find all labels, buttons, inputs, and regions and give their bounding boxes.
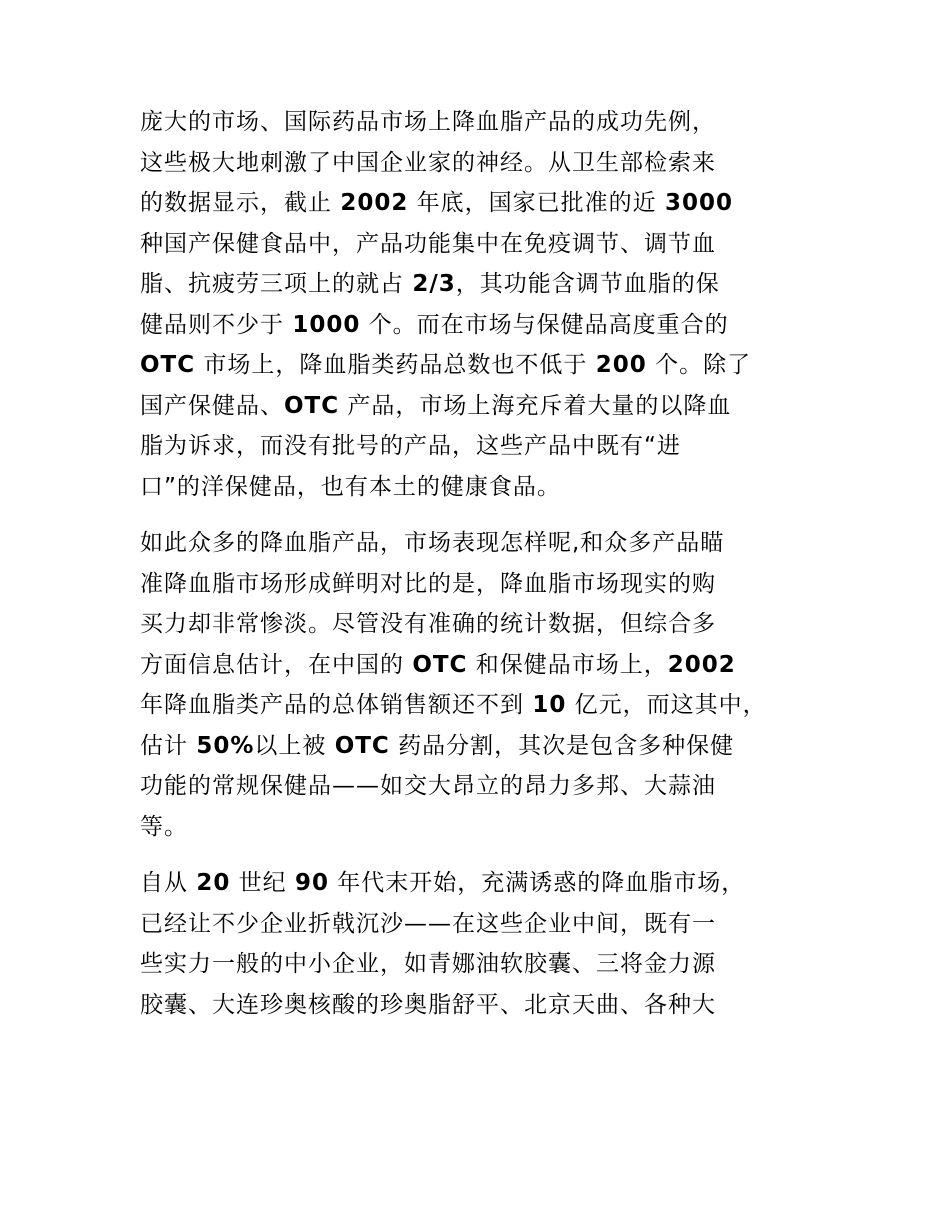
paragraph-3 bbox=[140, 863, 840, 1025]
text-line: 种国产保健食品中，产品功能集中在免疫调节、调节血 bbox=[140, 230, 716, 257]
text-line: 国产保健品、OTC 产品，市场上海充斥着大量的以降血 bbox=[140, 392, 732, 419]
body-text bbox=[140, 102, 840, 1041]
text-line: 口”的洋保健品，也有本土的健康食品。 bbox=[140, 473, 561, 500]
text-line: 这些极大地刺激了中国企业家的神经。从卫生部检索来 bbox=[140, 149, 716, 176]
text-line: 等。 bbox=[140, 813, 188, 840]
text-line: 些实力一般的中小企业，如青娜油软胶囊、三将金力源 bbox=[140, 951, 716, 977]
text-line: 如此众多的降血脂产品，市场表现怎样呢,和众多产品瞄 bbox=[140, 530, 725, 556]
paragraph-1 bbox=[140, 102, 840, 507]
text-line: 胶囊、大连珍奥核酸的珍奥脂舒平、北京天曲、各种大 bbox=[140, 991, 716, 1018]
text-line: 自从 20 世纪 90 年代末开始，充满诱惑的降血脂市场， bbox=[140, 870, 746, 896]
text-line: 功能的常规保健品——如交大昂立的昂力多邦、大蒜油 bbox=[140, 773, 716, 799]
text-line: 年降血脂类产品的总体销售额还不到 10 亿元，而这其中， bbox=[140, 692, 767, 718]
text-line: 脂、抗疲劳三项上的就占 2/3，其功能含调节血脂的保 bbox=[140, 271, 720, 297]
text-line: 的数据显示，截止 2002 年底，国家已批准的近 3000 bbox=[140, 190, 733, 216]
text-line: 买力却非常惨淡。尽管没有准确的统计数据，但综合多 bbox=[140, 611, 716, 637]
text-line: 脂为诉求，而没有批号的产品，这些产品中既有“进 bbox=[140, 433, 681, 459]
text-line: 已经让不少企业折戟沉沙——在这些企业中间，既有一 bbox=[140, 910, 716, 937]
text-line: 方面信息估计，在中国的 OTC 和保健品市场上，2002 bbox=[140, 651, 736, 678]
text-line: 估计 50%以上被 OTC 药品分割，其次是包含多种保健 bbox=[140, 732, 735, 759]
text-line: 庞大的市场、国际药品市场上降血脂产品的成功先例， bbox=[140, 109, 716, 135]
text-line: 准降血脂市场形成鲜明对比的是，降血脂市场现实的购 bbox=[140, 570, 716, 597]
text-line: 健品则不少于 1000 个。而在市场与保健品高度重合的 bbox=[140, 311, 729, 338]
text-line: OTC 市场上，降血脂类药品总数也不低于 200 个。除了 bbox=[140, 352, 752, 378]
paragraph-2 bbox=[140, 523, 840, 847]
